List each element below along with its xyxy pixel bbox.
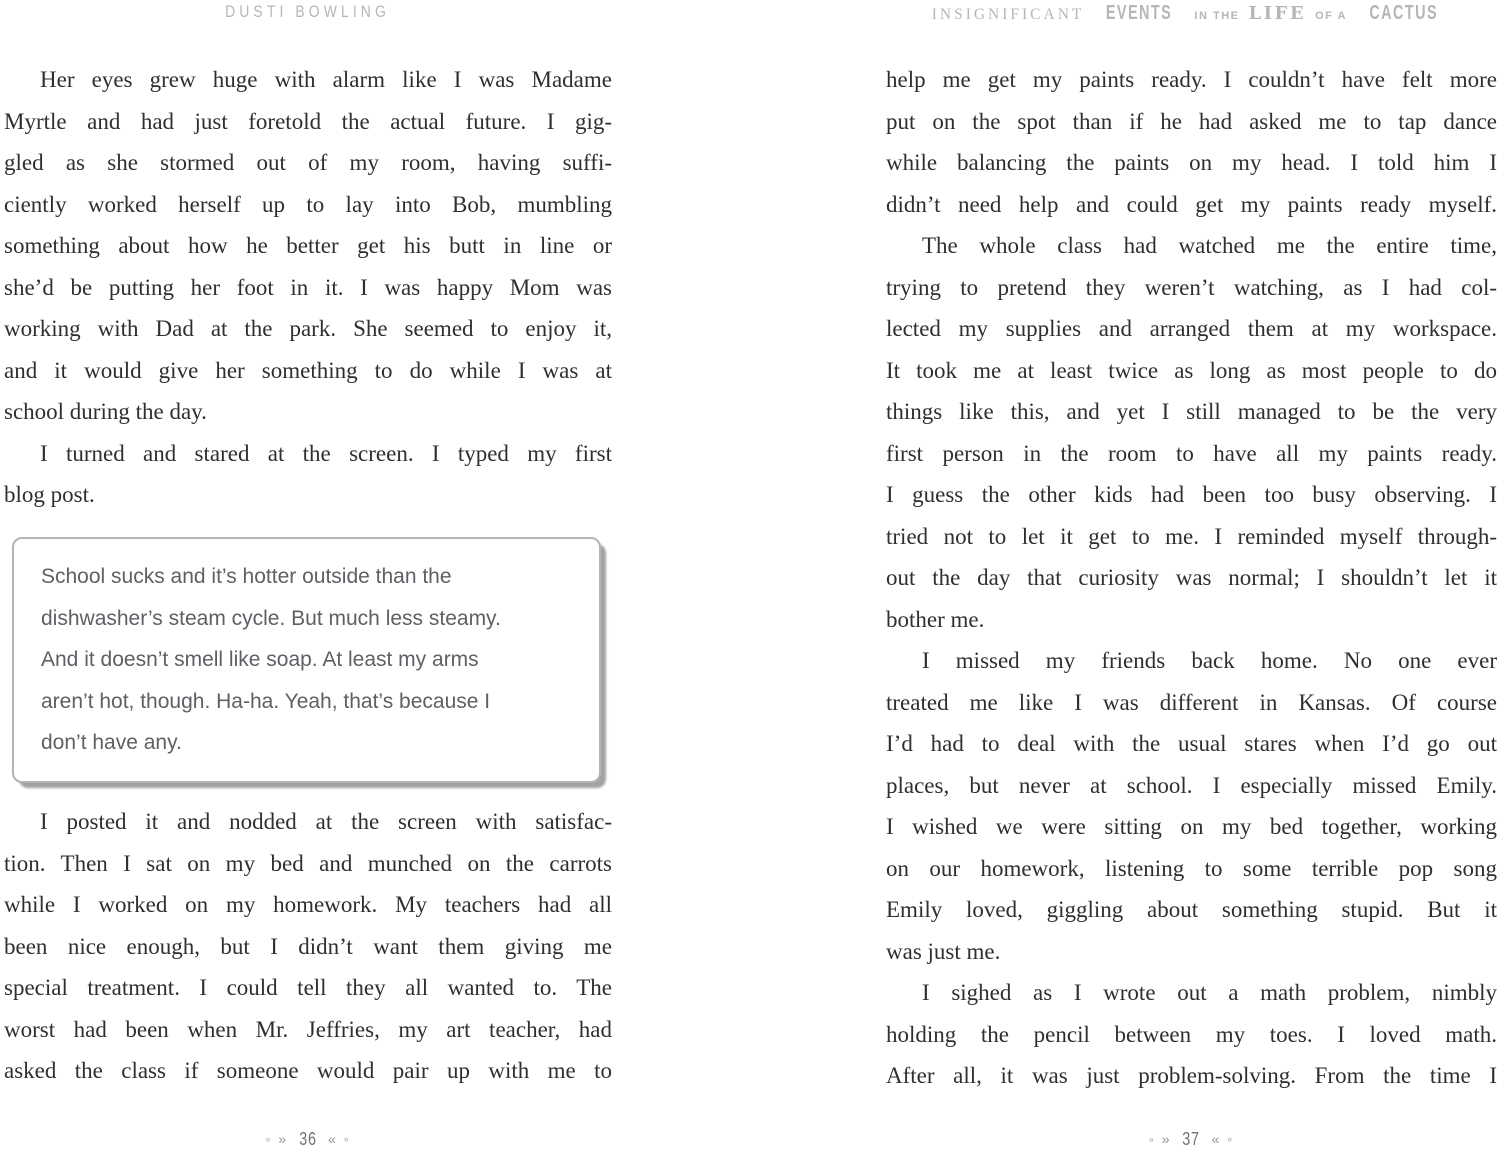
text-line: and it would give her something to do while I was at: [4, 357, 612, 383]
text-line: first person in the room to have all my paints ready.: [886, 440, 1497, 466]
left-page-text-upper: [4, 59, 612, 516]
folio-ornament-open-icon: ◦ »: [265, 1131, 288, 1147]
text-line: lected my supplies and arranged them at my workspace.: [886, 316, 1497, 341]
title-word-cactus: CACTUS: [1369, 2, 1438, 24]
text-line: out the day that curiosity was normal; I shouldn’t let it: [886, 565, 1497, 590]
text-line: I turned and stared at the screen. I typed my first: [40, 440, 612, 466]
running-header-author: [4, 2, 612, 26]
text-line: I’d had to deal with the usual stares when I’d go out: [886, 731, 1497, 756]
text-line: on our homework, listening to some terrible pop song: [886, 855, 1497, 881]
title-word-insignificant: INSIGNIFICANT: [931, 6, 1085, 23]
text-line: worst had been when Mr. Jeffries, my art teacher, had: [4, 1016, 612, 1042]
text-line: bother me.: [886, 606, 985, 632]
text-line: I sighed as I wrote out a math problem, nimbly: [922, 980, 1497, 1005]
title-word-of-a: OF A: [1315, 10, 1347, 22]
text-line: special treatment. I could tell they all wanted to. The: [4, 975, 612, 1000]
text-line: while I worked on my homework. My teachers had all: [4, 892, 612, 917]
text-line: dishwasher’s steam cycle. But much less steamy.: [41, 606, 501, 630]
text-line: trying to pretend they weren’t watching, as I had col-: [886, 274, 1497, 300]
text-line: while balancing the paints on my head. I told him I: [886, 150, 1497, 175]
text-line: asked the class if someone would pair up with me to: [4, 1058, 612, 1083]
text-line: aren’t hot, though. Ha-ha. Yeah, that’s because I: [41, 689, 491, 713]
text-line: After all, it was just problem-solving. From the time I: [886, 1063, 1497, 1088]
author-name: DUSTI BOWLING: [225, 2, 391, 21]
folio-ornament-open-icon: ◦ »: [1148, 1131, 1172, 1147]
text-line: tion. Then I sat on my bed and munched on the carrots: [4, 850, 612, 876]
text-line: I posted it and nodded at the screen with satisfac-: [40, 809, 612, 834]
text-line: school during the day.: [4, 399, 207, 424]
blog-post-text: [41, 556, 575, 764]
text-line: put on the spot than if he had asked me to tap dance: [886, 108, 1497, 134]
folio-ornament-close-icon: « ◦: [1211, 1131, 1235, 1147]
text-line: don’t have any.: [41, 731, 182, 755]
right-page-text: [886, 59, 1497, 1097]
text-line: didn’t need help and could get my paints ready myself.: [886, 191, 1497, 217]
text-line: The whole class had watched me the entire time,: [922, 233, 1497, 258]
folio-number: 36: [299, 1128, 317, 1149]
text-line: ciently worked herself up to lay into Bob, mumbling: [4, 191, 612, 217]
text-line: places, but never at school. I especially missed Emily.: [886, 772, 1497, 798]
text-line: And it doesn’t smell like soap. At least my arms: [41, 648, 479, 672]
text-line: working with Dad at the park. She seemed to enjoy it,: [4, 316, 612, 341]
text-line: something about how he better get his butt in line or: [4, 233, 612, 258]
text-line: I missed my friends back home. No one ever: [922, 648, 1497, 673]
text-line: gled as she stormed out of my room, having suffi-: [4, 150, 612, 175]
text-line: treated me like I was different in Kansas. Of course: [886, 689, 1497, 715]
text-line: I guess the other kids had been too busy observing. I: [886, 482, 1497, 507]
text-line: help me get my paints ready. I couldn’t have felt more: [886, 67, 1497, 92]
text-line: holding the pencil between my toes. I loved math.: [886, 1021, 1497, 1047]
text-line: Emily loved, giggling about something stupid. But it: [886, 897, 1497, 922]
text-line: It took me at least twice as long as most people to do: [886, 357, 1497, 383]
title-word-in-the: IN THE: [1194, 10, 1240, 22]
text-line: blog post.: [4, 482, 95, 507]
title-word-life: LIFE: [1248, 3, 1307, 24]
running-header-book-title: [886, 2, 1497, 26]
text-line: tried not to let it get to me. I reminded myself through-: [886, 523, 1497, 549]
folio-number: 37: [1182, 1128, 1201, 1149]
title-word-events: EVENTS: [1106, 2, 1173, 24]
folio-ornament-close-icon: « ◦: [328, 1131, 351, 1147]
text-line: she’d be putting her foot in it. I was happy Mom was: [4, 274, 612, 300]
text-line: Her eyes grew huge with alarm like I was Madame: [40, 67, 612, 92]
page-number-left: [4, 1126, 612, 1152]
text-line: I wished we were sitting on my bed together, working: [886, 814, 1497, 839]
text-line: been nice enough, but I didn’t want them giving me: [4, 933, 612, 959]
text-line: things like this, and yet I still managed to be the very: [886, 399, 1497, 424]
left-page-text-lower: [4, 801, 612, 1092]
text-line: Myrtle and had just foretold the actual future. I gig-: [4, 108, 612, 134]
page-number-right: [886, 1126, 1497, 1152]
blog-post-box: [12, 537, 601, 783]
text-line: was just me.: [886, 938, 1001, 964]
text-line: School sucks and it’s hotter outside than the: [41, 565, 452, 588]
